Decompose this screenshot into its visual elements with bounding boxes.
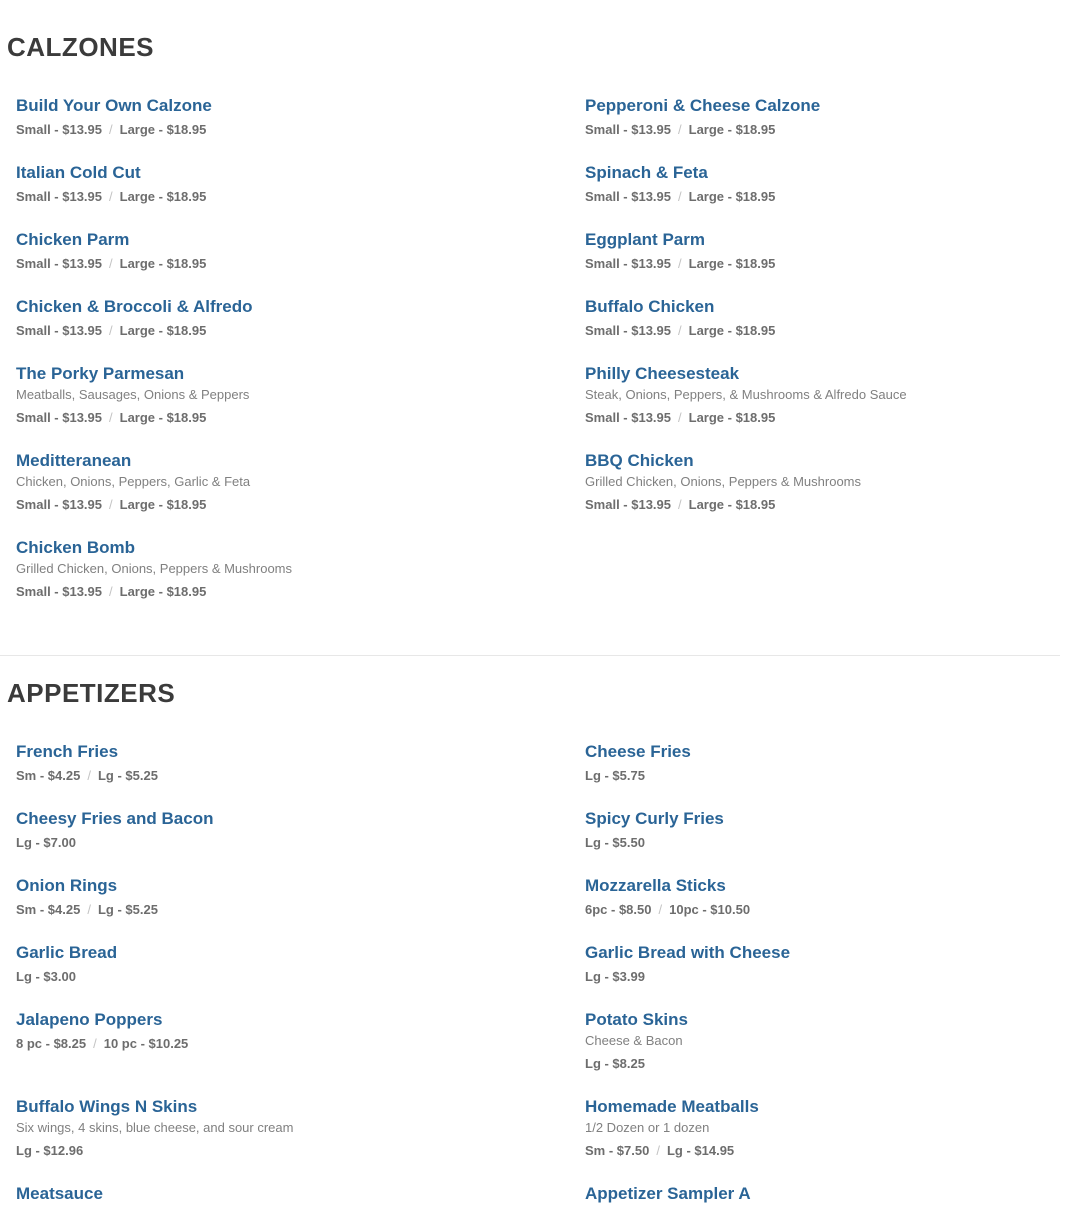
menu-item-name[interactable]: Cheese Fries <box>585 742 691 761</box>
menu-item-prices <box>585 901 1090 919</box>
price-option: Large - $18.95 <box>119 323 207 338</box>
price-option: Small - $13.95 <box>585 122 671 137</box>
menu-item <box>16 96 545 139</box>
menu-cell <box>545 297 1090 364</box>
menu-item-prices <box>585 409 1090 427</box>
menu-item-description: Meatballs, Sausages, Onions & Peppers <box>16 387 250 402</box>
price-option: Lg - $14.95 <box>666 1143 735 1158</box>
menu-item-name[interactable]: Spinach & Feta <box>585 163 708 182</box>
menu-cell <box>0 1010 545 1097</box>
section-heading: CALZONES <box>7 32 154 62</box>
menu-item-name[interactable]: Chicken Parm <box>16 230 130 249</box>
menu-item-prices <box>585 767 1090 785</box>
price-separator: / <box>93 1036 97 1051</box>
menu-item-name[interactable]: Philly Cheesesteak <box>585 364 740 383</box>
menu-item-description: Six wings, 4 skins, blue cheese, and sour cream <box>16 1120 294 1135</box>
price-separator: / <box>109 323 113 338</box>
menu-item-name[interactable]: Buffalo Wings N Skins <box>16 1097 198 1116</box>
menu-item <box>585 364 1090 427</box>
menu-item <box>16 297 545 340</box>
menu-item <box>585 297 1090 340</box>
menu-item-name[interactable]: Chicken & Broccoli & Alfredo <box>16 297 253 316</box>
menu-item-prices <box>585 322 1090 340</box>
menu-item-name[interactable]: Homemade Meatballs <box>585 1097 759 1116</box>
price-option: Lg - $8.25 <box>585 1056 645 1071</box>
price-option: Lg - $5.25 <box>97 768 158 783</box>
menu-item-name[interactable]: Pepperoni & Cheese Calzone <box>585 96 821 115</box>
menu-cell <box>545 96 1090 163</box>
section-divider <box>0 655 1060 656</box>
menu-cell <box>0 297 545 364</box>
menu-cell <box>545 1184 1090 1228</box>
menu-cell <box>0 96 545 163</box>
menu-item <box>16 230 545 273</box>
menu-item <box>585 230 1090 273</box>
menu-cell <box>545 1097 1090 1184</box>
menu-item-prices <box>16 188 545 206</box>
menu-item-prices <box>16 255 545 273</box>
menu-item-prices <box>585 188 1090 206</box>
menu-item-prices <box>16 121 545 139</box>
menu-item-name[interactable]: Spicy Curly Fries <box>585 809 724 828</box>
menu-item-name[interactable]: The Porky Parmesan <box>16 364 185 383</box>
price-option: Small - $13.95 <box>16 189 102 204</box>
menu-cell <box>545 163 1090 230</box>
price-separator: / <box>109 189 113 204</box>
price-separator: / <box>109 122 113 137</box>
price-option: Large - $18.95 <box>688 323 776 338</box>
menu-item-description: Cheese & Bacon <box>585 1033 683 1048</box>
menu-item-prices <box>16 834 545 852</box>
menu-item-description: 1/2 Dozen or 1 dozen <box>585 1120 710 1135</box>
menu-item <box>585 1184 1090 1204</box>
menu-item-prices <box>585 255 1090 273</box>
menu-item-name[interactable]: Jalapeno Poppers <box>16 1010 163 1029</box>
price-option: Sm - $7.50 <box>585 1143 650 1158</box>
price-option: Large - $18.95 <box>119 410 207 425</box>
price-option: 10pc - $10.50 <box>669 902 751 917</box>
menu-item-description: Grilled Chicken, Onions, Peppers & Mushrooms <box>16 561 293 576</box>
menu-item-prices <box>16 901 545 919</box>
price-separator: / <box>656 1143 660 1158</box>
price-separator: / <box>678 497 682 512</box>
price-option: Large - $18.95 <box>119 497 207 512</box>
price-option: Large - $18.95 <box>119 189 207 204</box>
menu-item-name[interactable]: French Fries <box>16 742 119 761</box>
price-separator: / <box>658 902 663 917</box>
price-option: Large - $18.95 <box>688 497 776 512</box>
menu <box>0 32 1090 1228</box>
menu-item <box>16 1097 545 1160</box>
price-option: Large - $18.95 <box>119 584 207 599</box>
price-separator: / <box>678 323 682 338</box>
menu-item-name[interactable]: Meditteranean <box>16 451 132 470</box>
menu-item-prices <box>585 968 1090 986</box>
menu-item <box>585 1097 1090 1160</box>
section-columns <box>0 96 1090 625</box>
menu-item <box>585 809 1090 852</box>
menu-cell <box>545 451 1090 538</box>
menu-cell <box>0 538 545 625</box>
menu-item-prices <box>16 1142 545 1160</box>
menu-section <box>0 678 1090 1228</box>
menu-cell <box>545 230 1090 297</box>
menu-item-name[interactable]: Mozzarella Sticks <box>585 876 726 895</box>
price-separator: / <box>109 584 113 599</box>
menu-item-name[interactable]: Buffalo Chicken <box>585 297 715 316</box>
menu-cell <box>0 1184 545 1228</box>
menu-item <box>16 943 545 986</box>
menu-item-prices <box>16 583 545 601</box>
price-separator: / <box>109 256 113 271</box>
menu-cell <box>0 451 545 538</box>
menu-item <box>16 1010 545 1053</box>
price-option: Lg - $12.96 <box>16 1143 84 1158</box>
menu-cell <box>0 364 545 451</box>
menu-cell <box>545 742 1090 809</box>
price-option: Lg - $3.99 <box>585 969 645 984</box>
menu-item-description: Grilled Chicken, Onions, Peppers & Mushrooms <box>585 474 862 489</box>
price-option: Small - $13.95 <box>16 323 102 338</box>
price-separator: / <box>678 122 682 137</box>
menu-item-name[interactable]: Italian Cold Cut <box>16 163 141 182</box>
menu-item-prices <box>585 121 1090 139</box>
menu-cell <box>0 809 545 876</box>
price-separator: / <box>87 902 91 917</box>
price-option: Large - $18.95 <box>688 122 776 137</box>
price-option: Small - $13.95 <box>16 122 102 137</box>
menu-cell <box>0 943 545 1010</box>
menu-item-prices <box>585 1142 1090 1160</box>
price-option: Small - $13.95 <box>16 410 102 425</box>
menu-item-prices <box>16 1035 545 1053</box>
price-option: Sm - $4.25 <box>16 902 81 917</box>
menu-item-name[interactable]: Appetizer Sampler A <box>585 1184 751 1203</box>
menu-item <box>585 1010 1090 1073</box>
menu-cell <box>0 742 545 809</box>
price-option: Lg - $7.00 <box>16 835 76 850</box>
price-option: Small - $13.95 <box>16 256 102 271</box>
menu-section <box>0 32 1090 625</box>
price-option: Lg - $5.25 <box>97 902 158 917</box>
price-option: Small - $13.95 <box>16 497 102 512</box>
section-heading: APPETIZERS <box>7 678 176 708</box>
menu-cell <box>0 163 545 230</box>
price-separator: / <box>109 410 113 425</box>
menu-cell <box>0 230 545 297</box>
menu-item-name[interactable]: Eggplant Parm <box>585 230 705 249</box>
price-option: Large - $18.95 <box>119 256 207 271</box>
menu-item-name[interactable]: Onion Rings <box>16 876 118 895</box>
price-option: Lg - $3.00 <box>16 969 76 984</box>
menu-item-prices <box>16 968 545 986</box>
price-separator: / <box>678 410 682 425</box>
price-option: Small - $13.95 <box>16 584 102 599</box>
menu-item <box>585 163 1090 206</box>
menu-item-name[interactable]: Meatsauce <box>16 1184 103 1203</box>
price-separator: / <box>109 497 113 512</box>
menu-item-name[interactable]: Build Your Own Calzone <box>16 96 212 115</box>
price-option: 8 pc - $8.25 <box>16 1036 87 1051</box>
menu-item <box>16 163 545 206</box>
menu-item <box>585 96 1090 139</box>
menu-item-prices <box>585 496 1090 514</box>
price-separator: / <box>87 768 91 783</box>
menu-item <box>16 1184 545 1204</box>
menu-item-name[interactable]: Chicken Bomb <box>16 538 136 557</box>
menu-item <box>16 451 545 514</box>
price-option: Small - $13.95 <box>585 410 671 425</box>
menu-item <box>16 364 545 427</box>
menu-item-prices <box>16 767 545 785</box>
price-option: Sm - $4.25 <box>16 768 81 783</box>
menu-item-prices <box>16 496 545 514</box>
menu-item <box>585 451 1090 514</box>
menu-cell <box>545 364 1090 451</box>
menu-item-name[interactable]: Garlic Bread <box>16 943 118 962</box>
menu-item-name[interactable]: Garlic Bread with Cheese <box>585 943 791 962</box>
menu-item <box>585 943 1090 986</box>
price-option: Small - $13.95 <box>585 323 671 338</box>
menu-item-name[interactable]: BBQ Chicken <box>585 451 694 470</box>
menu-item-description: Chicken, Onions, Peppers, Garlic & Feta <box>16 474 251 489</box>
menu-cell <box>0 1097 545 1184</box>
price-option: Small - $13.95 <box>585 189 671 204</box>
price-option: Large - $18.95 <box>119 122 207 137</box>
price-option: 6pc - $8.50 <box>585 902 652 917</box>
menu-item-prices <box>16 322 545 340</box>
menu-cell <box>545 538 1090 625</box>
price-option: Lg - $5.50 <box>585 835 645 850</box>
menu-item <box>16 742 545 785</box>
price-separator: / <box>678 189 682 204</box>
price-option: Large - $18.95 <box>688 410 776 425</box>
price-separator: / <box>678 256 682 271</box>
menu-cell <box>545 943 1090 1010</box>
menu-item <box>16 876 545 919</box>
menu-item-prices <box>585 834 1090 852</box>
section-columns <box>0 742 1090 1228</box>
menu-cell <box>0 876 545 943</box>
menu-item-name[interactable]: Cheesy Fries and Bacon <box>16 809 214 828</box>
menu-item <box>16 538 545 601</box>
menu-item-name[interactable]: Potato Skins <box>585 1010 688 1029</box>
menu-item-prices <box>16 409 545 427</box>
menu-item-prices <box>585 1055 1090 1073</box>
menu-cell <box>545 809 1090 876</box>
menu-item-description: Steak, Onions, Peppers, & Mushrooms & Alfredo Sauce <box>585 387 907 402</box>
price-option: Lg - $5.75 <box>585 768 645 783</box>
price-option: Small - $13.95 <box>585 256 671 271</box>
menu-cell <box>545 876 1090 943</box>
price-option: 10 pc - $10.25 <box>103 1036 189 1051</box>
menu-item <box>16 809 545 852</box>
menu-item <box>585 742 1090 785</box>
price-option: Large - $18.95 <box>688 256 776 271</box>
price-option: Small - $13.95 <box>585 497 671 512</box>
price-option: Large - $18.95 <box>688 189 776 204</box>
menu-cell <box>545 1010 1090 1097</box>
menu-item <box>585 876 1090 919</box>
